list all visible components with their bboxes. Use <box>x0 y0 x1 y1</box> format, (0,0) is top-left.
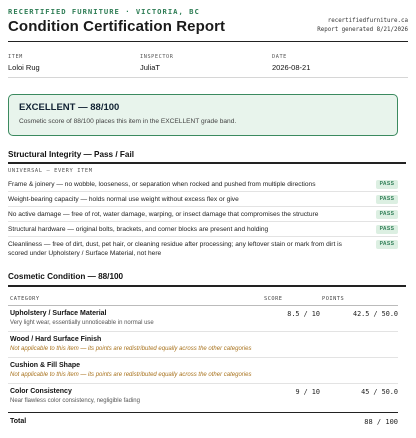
category-score: 9 / 10 <box>295 388 320 396</box>
total-row <box>8 412 398 430</box>
meta-item-value: Loloi Rug <box>8 63 40 72</box>
category-desc: Very light wear, essentially unnoticeable in normal use <box>10 320 154 326</box>
structural-row-text: Structural hardware — original bolts, brackets, and corner blocks are present and holding <box>8 226 269 233</box>
table-row <box>8 384 398 410</box>
category-na-note: Not applicable to this item — its points are redistributed equally across the other categories <box>10 346 252 352</box>
meta-date <box>272 54 310 72</box>
cosmetic-title: Cosmetic Condition — 88/100 <box>8 272 124 281</box>
cosmetic-table-header <box>8 294 398 306</box>
structural-row <box>8 222 398 237</box>
category-desc: Near flawless color consistency, negligible fading <box>10 398 140 404</box>
pass-badge: PASS <box>376 240 398 249</box>
pass-badge: PASS <box>376 225 398 234</box>
header-points: POINTS <box>322 296 345 302</box>
grade-subtitle: Cosmetic score of 88/100 places this item in the EXCELLENT grade band. <box>19 118 237 125</box>
meta-item <box>8 54 40 72</box>
structural-row <box>8 177 398 192</box>
pass-badge: PASS <box>376 195 398 204</box>
header-category: CATEGORY <box>10 296 40 302</box>
structural-rule <box>8 162 406 164</box>
category-points: 45 / 50.0 <box>361 388 398 396</box>
structural-row-text: Weight-bearing capacity — holds normal use weight without excess flex or give <box>8 196 239 203</box>
category-name: Cushion & Fill Shape <box>10 362 81 369</box>
meta-date-value: 2026-08-21 <box>272 63 311 72</box>
total-value: 88 / 100 <box>364 418 398 426</box>
meta-date-label: DATE <box>272 54 287 60</box>
table-row <box>8 332 398 358</box>
grade-banner <box>8 94 398 136</box>
category-na-note: Not applicable to this item — its points are redistributed equally across the other categories <box>10 372 252 378</box>
structural-row-text: Cleanliness — free of dirt, dust, pet hair, or cleaning residue after processing; any leftover stain or mark from dirt is scored under Upholstery / Surface Material, not here <box>8 241 342 257</box>
brand-label: RECERTIFIED FURNITURE · VICTORIA, BC <box>8 7 200 16</box>
structural-row <box>8 237 398 261</box>
meta-inspector-value: JuliaT <box>140 63 161 72</box>
header-info <box>317 17 408 35</box>
structural-sublabel: UNIVERSAL — EVERY ITEM <box>8 168 93 174</box>
cosmetic-rule <box>8 285 406 287</box>
generated-date: Report generated 8/21/2026 <box>317 27 408 33</box>
grade-title: EXCELLENT — 88/100 <box>19 102 120 113</box>
structural-row-text: No active damage — free of rot, water damage, warping, or insect damage that compromises the structure <box>8 211 319 218</box>
category-name: Color Consistency <box>10 388 72 395</box>
report-title: Condition Certification Report <box>8 18 226 35</box>
category-name: Wood / Hard Surface Finish <box>10 336 102 343</box>
structural-row <box>8 192 398 207</box>
meta-row <box>8 42 408 78</box>
report-header <box>8 0 408 42</box>
table-row <box>8 358 398 384</box>
meta-inspector-label: INSPECTOR <box>140 54 174 60</box>
structural-row-text: Frame & joinery — no wobble, looseness, or separation when rocked and pushed from multiple directions <box>8 181 316 188</box>
meta-inspector <box>140 54 174 72</box>
table-row <box>8 306 398 332</box>
pass-badge: PASS <box>376 180 398 189</box>
category-name: Upholstery / Surface Material <box>10 310 107 317</box>
total-label: Total <box>10 418 27 425</box>
structural-title: Structural Integrity — Pass / Fail <box>8 150 135 159</box>
pass-badge: PASS <box>376 210 398 219</box>
structural-row <box>8 207 398 222</box>
header-score: SCORE <box>264 296 283 302</box>
site-url[interactable]: recertifiedfurniture.ca <box>327 18 408 24</box>
meta-item-label: ITEM <box>8 54 23 60</box>
category-score: 8.5 / 10 <box>287 310 320 318</box>
category-points: 42.5 / 50.0 <box>352 310 398 318</box>
